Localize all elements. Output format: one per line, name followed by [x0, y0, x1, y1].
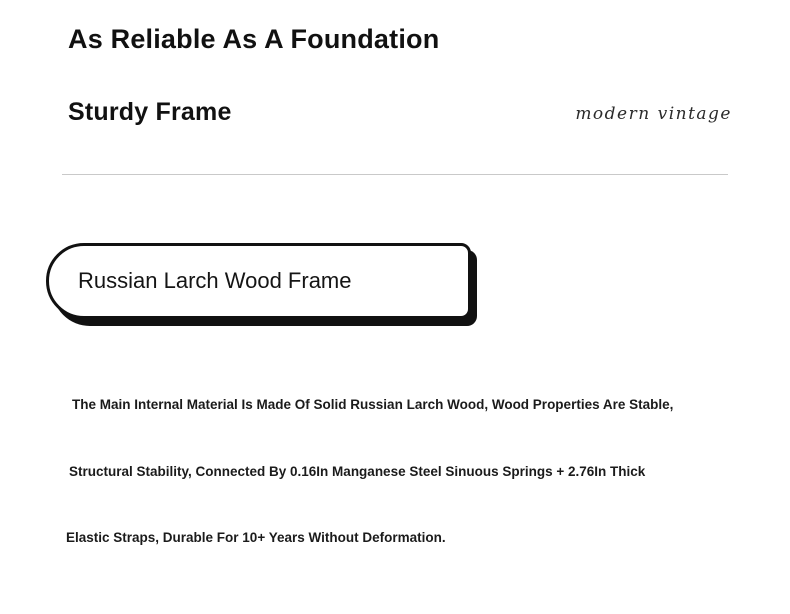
feature-callout-label: Russian Larch Wood Frame	[78, 268, 352, 293]
description-line-2: Structural Stability, Connected By 0.16In Manganese Steel Sinuous Springs + 2.76In Thick	[69, 464, 646, 480]
page-subtitle: Sturdy Frame	[68, 98, 232, 126]
brand-wordmark: modern vintage	[575, 104, 732, 124]
feature-callout	[46, 243, 471, 319]
feature-callout-box	[46, 243, 471, 319]
header-divider	[62, 174, 728, 175]
description-line-1: The Main Internal Material Is Made Of Solid Russian Larch Wood, Wood Properties Are Stable,	[72, 397, 674, 412]
description-line-3: Elastic Straps, Durable For 10+ Years Without Deformation.	[66, 530, 446, 546]
description-block	[66, 396, 756, 548]
page-title: As Reliable As A Foundation	[68, 24, 440, 54]
